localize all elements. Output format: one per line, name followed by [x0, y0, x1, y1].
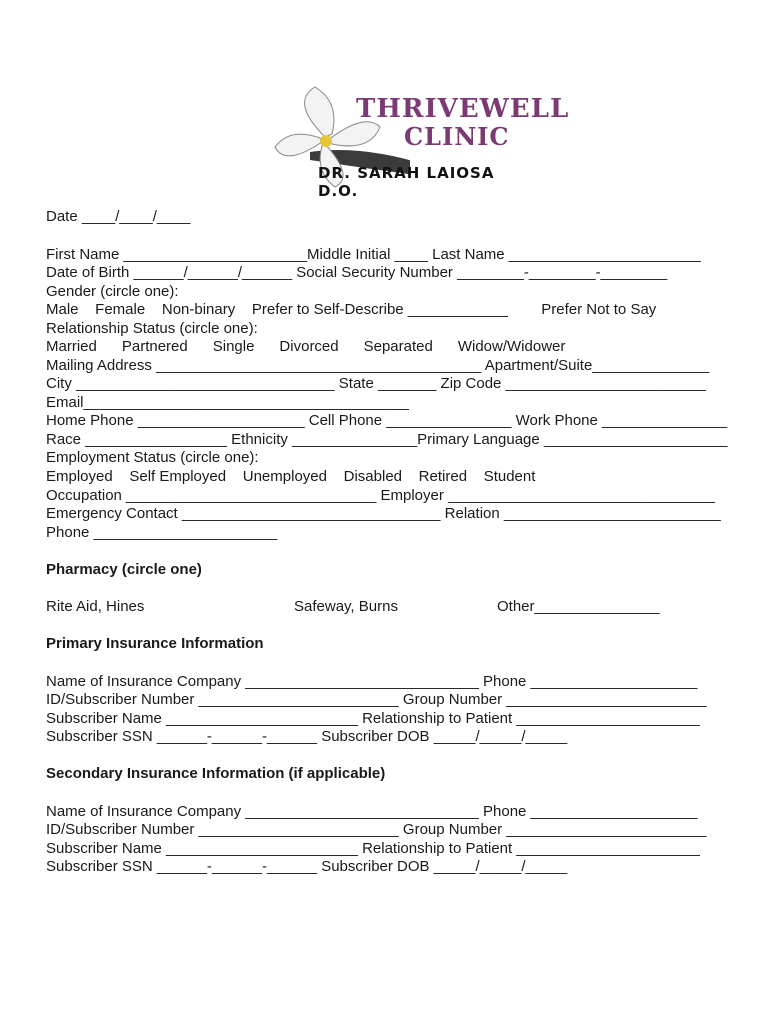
secondary-ssn-dob-fields[interactable]: Subscriber SSN ______-______-______ Subscriber DOB _____/_____/_____ [46, 858, 568, 875]
primary-ssn-dob-fields[interactable]: Subscriber SSN ______-______-______ Subscriber DOB _____/_____/_____ [46, 728, 568, 745]
email-field[interactable]: Email_______________________________________ [46, 394, 409, 411]
date-field[interactable]: Date ____/____/____ [46, 208, 191, 225]
emergency-phone-field[interactable]: Phone ______________________ [46, 524, 278, 541]
secondary-insurance-heading: Secondary Insurance Information (if applicable) [46, 765, 386, 782]
relationship-label: Relationship Status (circle one): [46, 320, 258, 337]
name-fields[interactable]: First Name ______________________Middle Initial ____ Last Name _______________________ [46, 246, 701, 263]
brand-name-line1: THRIVEWELL [356, 94, 570, 124]
secondary-id-group-fields[interactable]: ID/Subscriber Number ________________________ Group Number ________________________ [46, 821, 707, 838]
employment-options[interactable]: Employed Self Employed Unemployed Disabled Retired Student [46, 468, 536, 485]
secondary-subscriber-fields[interactable]: Subscriber Name _______________________ Relationship to Patient ______________________ [46, 840, 700, 857]
gender-label: Gender (circle one): [46, 283, 179, 300]
employment-label: Employment Status (circle one): [46, 449, 259, 466]
pharmacy-heading: Pharmacy (circle one) [46, 561, 202, 578]
occupation-employer-fields[interactable]: Occupation ______________________________ Employer ________________________________ [46, 487, 715, 504]
emergency-contact-fields[interactable]: Emergency Contact _______________________________ Relation __________________________ [46, 505, 721, 522]
secondary-company-phone-fields[interactable]: Name of Insurance Company ____________________________ Phone ____________________ [46, 803, 698, 820]
doctor-name: DR. SARAH LAIOSA D.O. [318, 164, 495, 200]
gender-options[interactable]: Male Female Non-binary Prefer to Self-Describe ____________ Prefer Not to Say [46, 301, 657, 318]
race-ethnicity-language-fields[interactable]: Race _________________ Ethnicity _______________Primary Language ______________________ [46, 431, 728, 448]
primary-id-group-fields[interactable]: ID/Subscriber Number ________________________ Group Number ________________________ [46, 691, 707, 708]
primary-company-phone-fields[interactable]: Name of Insurance Company ____________________________ Phone ____________________ [46, 673, 698, 690]
pharmacy-option-safeway[interactable]: Safeway, Burns [294, 598, 398, 615]
clinic-logo [270, 82, 570, 200]
pharmacy-option-rite-aid[interactable]: Rite Aid, Hines [46, 598, 145, 615]
relationship-options[interactable]: Married Partnered Single Divorced Separated Widow/Widower [46, 338, 566, 355]
primary-subscriber-fields[interactable]: Subscriber Name _______________________ Relationship to Patient ______________________ [46, 710, 700, 727]
pharmacy-option-other[interactable]: Other_______________ [497, 598, 660, 615]
mailing-address-fields[interactable]: Mailing Address _______________________________________ Apartment/Suite______________ [46, 357, 710, 374]
brand-name-line2: CLINIC [404, 122, 510, 151]
primary-insurance-heading: Primary Insurance Information [46, 635, 264, 652]
dob-ssn-fields[interactable]: Date of Birth ______/______/______ Social Security Number ________-________-________ [46, 264, 668, 281]
phone-fields[interactable]: Home Phone ____________________ Cell Phone _______________ Work Phone _______________ [46, 412, 728, 429]
city-state-zip-fields[interactable]: City _______________________________ State _______ Zip Code ________________________ [46, 375, 706, 392]
